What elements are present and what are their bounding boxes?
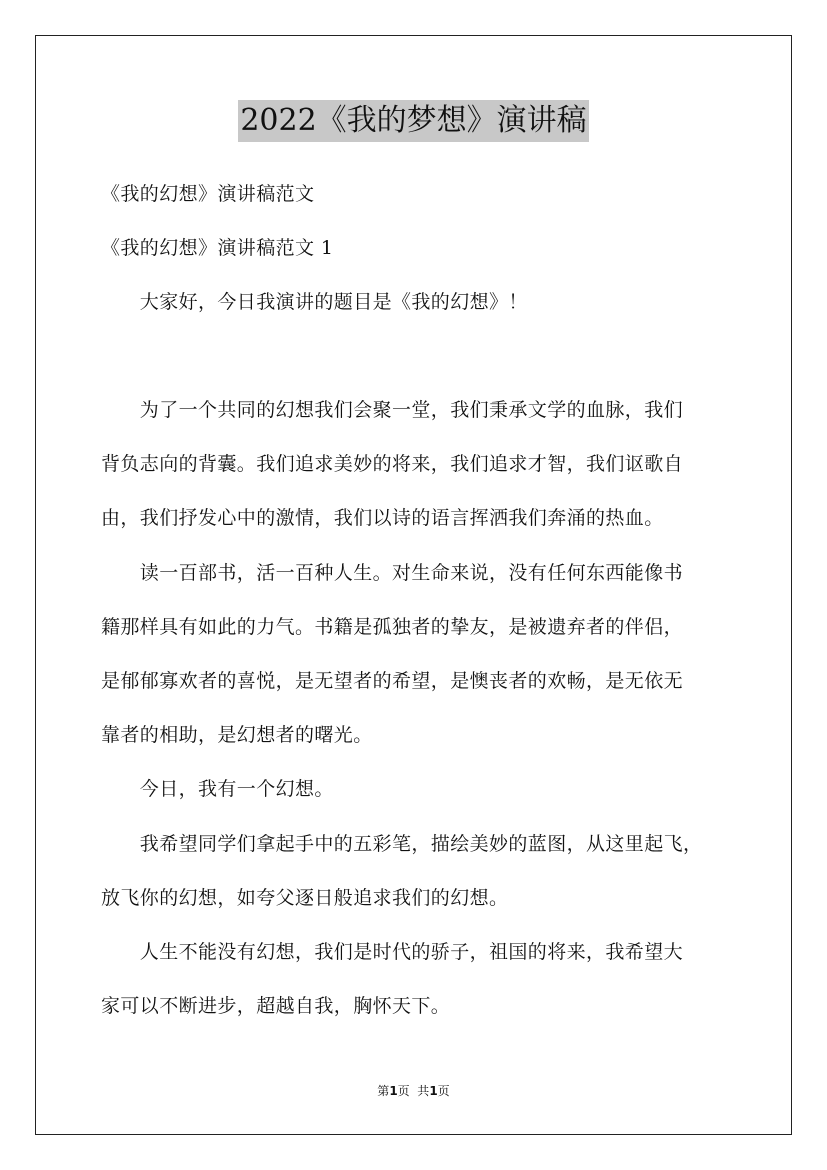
paragraph-line: 是郁郁寡欢者的喜悦，是无望者的希望，是懊丧者的欢畅，是无依无 bbox=[101, 670, 684, 692]
paragraph-line: 籍那样具有如此的力气。书籍是孤独者的挚友，是被遗弃者的伴侣， bbox=[101, 616, 684, 638]
subtitle-line: 《我的幻想》演讲稿范文 bbox=[101, 183, 315, 205]
paragraph-line: 靠者的相助，是幻想者的曙光。 bbox=[101, 724, 373, 746]
page-label-pre: 第 bbox=[377, 1084, 390, 1098]
paragraph-line: 我希望同学们拿起手中的五彩笔，描绘美妙的蓝图，从这里起飞， bbox=[101, 833, 703, 855]
document-title: 2022《我的梦想》演讲稿 bbox=[238, 100, 588, 142]
paragraph-line: 家可以不断进步，超越自我，胸怀天下。 bbox=[101, 995, 451, 1017]
page-total: 1 bbox=[429, 1084, 438, 1098]
paragraph-line: 为了一个共同的幻想我们会聚一堂，我们秉承文学的血脉，我们 bbox=[101, 399, 684, 421]
page-number: 1 bbox=[389, 1084, 398, 1098]
page-footer bbox=[0, 1083, 827, 1099]
title-container bbox=[0, 100, 827, 142]
paragraph-line: 由，我们抒发心中的激情，我们以诗的语言挥洒我们奔涌的热血。 bbox=[101, 507, 664, 529]
page-label-post: 页 bbox=[437, 1084, 450, 1098]
paragraph-line: 放飞你的幻想，如夸父逐日般追求我们的幻想。 bbox=[101, 887, 509, 909]
paragraph-line: 读一百部书，活一百种人生。对生命来说，没有任何东西能像书 bbox=[101, 562, 684, 584]
paragraph-line: 人生不能没有幻想，我们是时代的骄子，祖国的将来，我希望大 bbox=[101, 941, 684, 963]
paragraph-line: 今日，我有一个幻想。 bbox=[101, 778, 334, 800]
page-label-mid: 页 共 bbox=[397, 1084, 430, 1098]
paragraph-line: 背负志向的背囊。我们追求美妙的将来，我们追求才智，我们讴歌自 bbox=[101, 453, 684, 475]
subtitle-line: 《我的幻想》演讲稿范文 1 bbox=[101, 237, 334, 259]
paragraph-line: 大家好，今日我演讲的题目是《我的幻想》！ bbox=[101, 291, 528, 313]
